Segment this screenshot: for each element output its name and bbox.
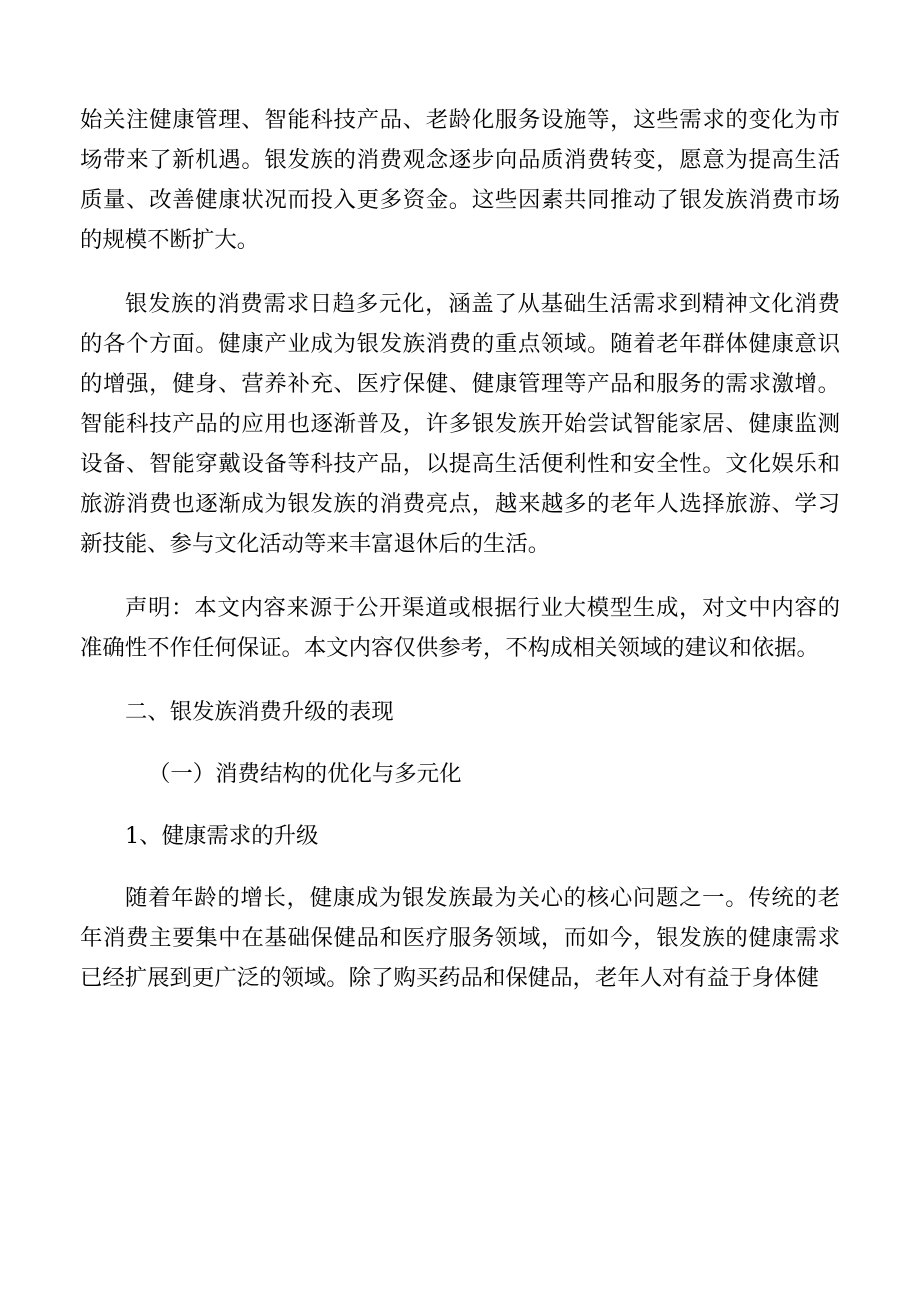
item-heading: 1、健康需求的升级 [125, 823, 319, 849]
section-heading: 二、银发族消费升级的表现 [125, 699, 394, 725]
paragraph-diversified-demand: 银发族的消费需求日趋多元化，涵盖了从基础生活需求到精神文化消费的各个方面。健康产业成为银发族消费的重点领域。随着老年群体健康意识的增强，健身、营养补充、医疗保健、健康管理等产品和服务的需求激增。智能科技产品的应用也逐渐普及，许多银发族开始尝试智能家居、健康监测设备、智能穿戴设备等科技产品，以提高生活便利性和安全性。文化娱乐和旅游消费也逐渐成为银发族的消费亮点，越来越多的老年人选择旅游、学习新技能、参与文化活动等来丰富退休后的生活。 [80, 291, 840, 557]
subsection-heading: （一）消费结构的优化与多元化 [148, 761, 462, 787]
paragraph-disclaimer: 声明：本文内容来源于公开渠道或根据行业大模型生成，对文中内容的准确性不作任何保证。本文内容仅供参考，不构成相关领域的建议和依据。 [80, 595, 840, 661]
document-page [80, 100, 840, 998]
paragraph-health-demand: 随着年龄的增长，健康成为银发族最为关心的核心问题之一。传统的老年消费主要集中在基础保健品和医疗服务领域，而如今，银发族的健康需求已经扩展到更广泛的领域。除了购买药品和保健品，老年人对有益于身体健 [80, 885, 840, 991]
paragraph-continuation: 始关注健康管理、智能科技产品、老龄化服务设施等，这些需求的变化为市场带来了新机遇。银发族的消费观念逐步向品质消费转变，愿意为提高生活质量、改善健康状况而投入更多资金。这些因素共同推动了银发族消费市场的规模不断扩大。 [80, 107, 840, 253]
